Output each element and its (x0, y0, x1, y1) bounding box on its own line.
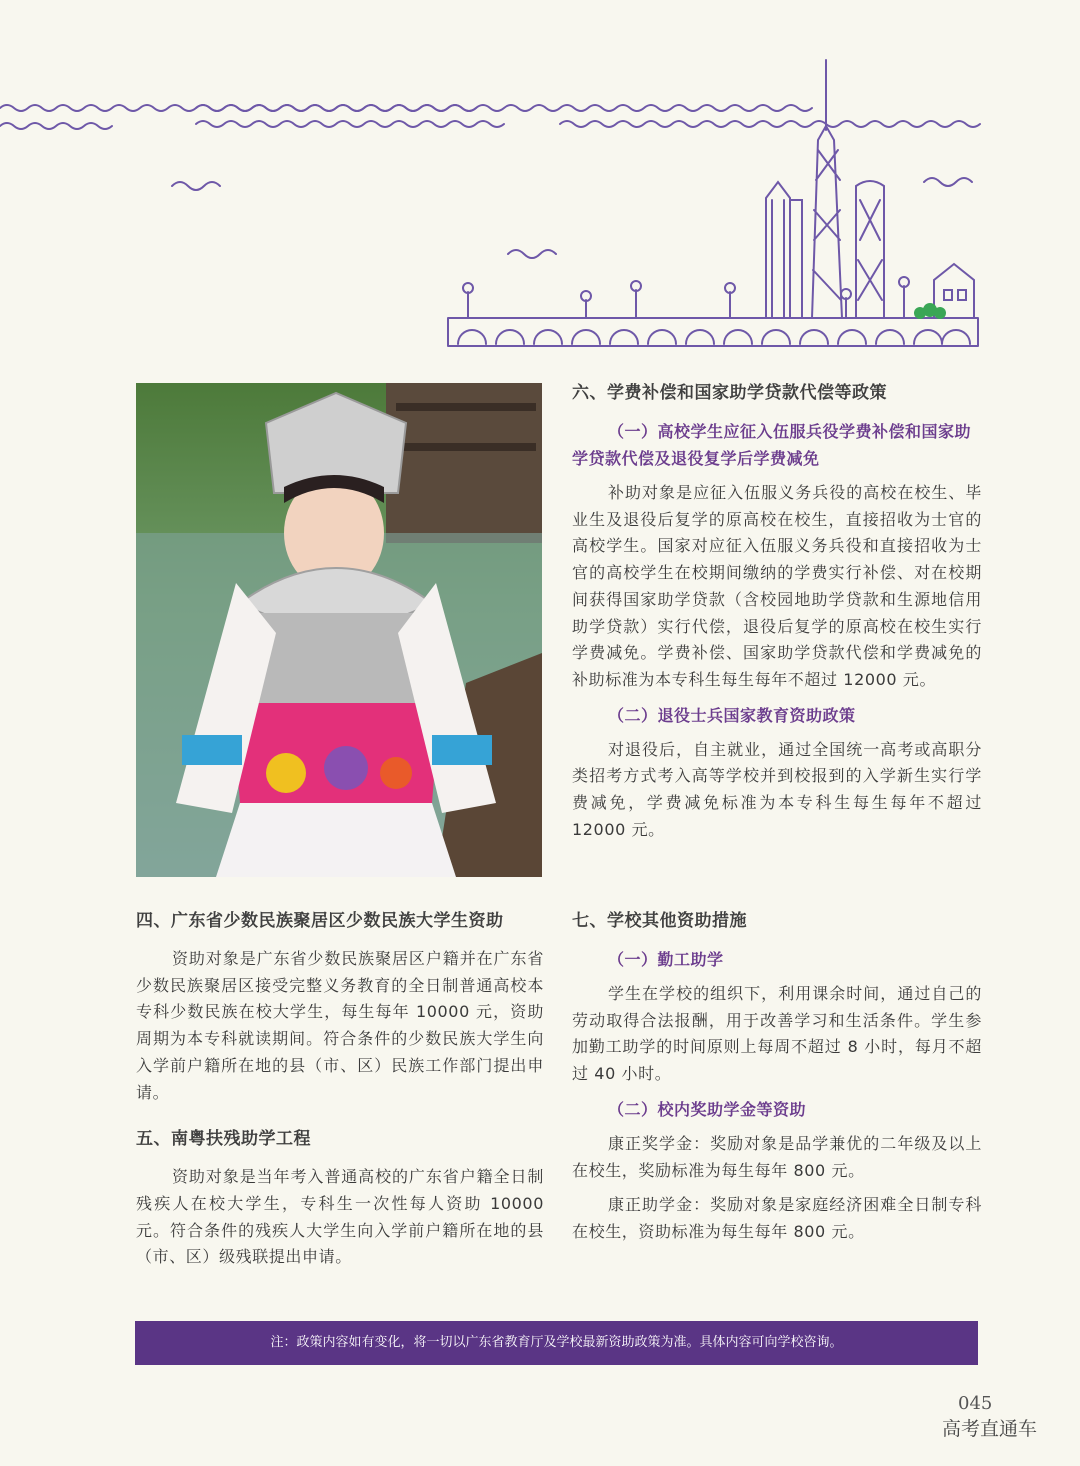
left-column (136, 908, 544, 1279)
subsection-heading: （二）校内奖助学金等资助 (608, 1099, 807, 1119)
section-heading: 六、学费补偿和国家助学贷款代偿等政策 (572, 383, 887, 403)
watermark-text: 高考直通车 (942, 1418, 1038, 1440)
subsection-heading: （二）退役士兵国家教育资助政策 (608, 705, 856, 725)
paragraph: 对退役后，自主就业，通过全国统一高考或高职分类招考方式考入高等学校并到校报到的入学新生实行学费减免，学费减免标准为本专科生每生每年不超过 12000 元。 (572, 739, 982, 839)
section-heading: 七、学校其他资助措施 (572, 911, 747, 931)
paragraph: 资助对象是当年考入普通高校的广东省户籍全日制残疾人在校大学生，专科生一次性每人资助 10000 元。符合条件的残疾人大学生向入学前户籍所在地的县（市、区）级残联提出申请。 (136, 1167, 544, 1267)
city-skyline-illustration (0, 0, 1080, 360)
section-six (572, 380, 982, 851)
paragraph: 康正奖学金：奖励对象是品学兼优的二年级及以上在校生，奖励标准为每生每年 800 元。 (572, 1133, 982, 1180)
subsection-heading: （一）勤工助学 (608, 950, 724, 969)
paragraph: 补助对象是应征入伍服义务兵役的高校在校生、毕业生及退役后复学的原高校在校生，直接招收为士官的高校学生。国家对应征入伍服义务兵役和直接招收为士官的高校学生在校期间缴纳的学费实行补偿、对在校期间获得国家助学贷款（含校园地助学贷款和生源地信用助学贷款）实行代偿，退役后复学的原高校在校生实行学费减免。学费补偿、国家助学贷款代偿和学费减免的补助标准为本专科生每生每年不超过 12000 元。 (572, 483, 982, 689)
section-heading: 五、南粤扶残助学工程 (136, 1129, 311, 1150)
subsection-heading: （一）高校学生应征入伍服兵役学费补偿和国家助学贷款代偿及退役复学后学费减免 (572, 422, 972, 468)
paragraph: 学生在学校的组织下，利用课余时间，通过自己的劳动取得合法报酬，用于改善学习和生活条件。学生参加勤工助学的时间原则上每周不超过 8 小时，每月不超过 40 小时。 (572, 984, 982, 1084)
woman-ethnic-costume-photo (136, 383, 542, 877)
section-seven (572, 908, 982, 1254)
paragraph: 资助对象是广东省少数民族聚居区户籍并在广东省少数民族聚居区接受完整义务教育的全日制普通高校本专科少数民族在校大学生，每生每年 10000 元，资助周期为本专科就读期间。符合条件的少数民族大学生向入学前户籍所在地的县（市、区）民族工作部门提出申请。 (136, 949, 544, 1102)
section-heading: 四、广东省少数民族聚居区少数民族大学生资助 (136, 911, 504, 931)
policy-note-bar: 注：政策内容如有变化，将一切以广东省教育厅及学校最新资助政策为准。具体内容可向学校咨询。 (135, 1321, 978, 1365)
page-number: 045 (958, 1393, 993, 1414)
paragraph: 康正助学金：奖励对象是家庭经济困难全日制专科在校生，资助标准为每生每年 800 元。 (572, 1195, 982, 1241)
